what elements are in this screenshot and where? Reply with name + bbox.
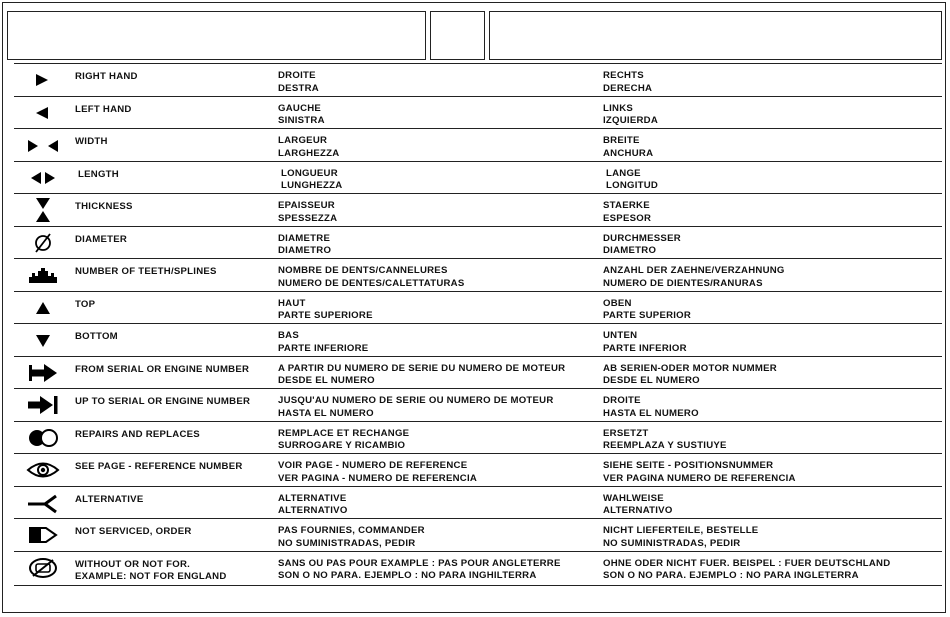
bottom-icon bbox=[26, 328, 60, 352]
italian-label: SINISTRA bbox=[278, 115, 325, 126]
legend-row-bottom bbox=[14, 324, 942, 357]
english-label: ALTERNATIVE bbox=[75, 493, 144, 505]
english-label: NUMBER OF TEETH/SPLINES bbox=[75, 266, 217, 277]
french-label: SANS OU PAS POUR EXAMPLE : PAS POUR ANGLETERRE bbox=[278, 557, 561, 569]
spanish-label: ANCHURA bbox=[603, 147, 654, 159]
not-serviced-icon bbox=[26, 523, 60, 547]
german-label: WAHLWEISE bbox=[603, 492, 664, 504]
german-label: ERSETZT bbox=[603, 427, 649, 439]
spanish-label: DERECHA bbox=[603, 82, 653, 94]
french-label: DIAMETRE bbox=[278, 232, 331, 244]
french-label: GAUCHE bbox=[278, 102, 322, 114]
legend-row-not-serviced bbox=[14, 519, 942, 552]
spanish-label: DESDE EL NUMERO bbox=[603, 375, 700, 386]
italian-label: SURROGARE Y RICAMBIO bbox=[278, 440, 406, 451]
italian-label: VER PAGINA - NUMERO DE REFERENCIA bbox=[278, 472, 478, 484]
french-label: HAUT bbox=[278, 297, 306, 309]
english-label: LENGTH bbox=[78, 168, 119, 180]
french-label: DROITE bbox=[278, 70, 316, 81]
header-box-middle bbox=[430, 11, 485, 60]
french-label: VOIR PAGE - NUMERO DE REFERENCE bbox=[278, 460, 468, 471]
alternative-icon bbox=[26, 491, 60, 515]
spanish-label: REEMPLAZA Y SUSTIUYE bbox=[603, 440, 727, 451]
german-label: BREITE bbox=[603, 135, 640, 146]
header-box-right bbox=[489, 11, 942, 60]
spanish-label: NUMERO DE DIENTES/RANURAS bbox=[603, 277, 763, 289]
legend-row-left-hand bbox=[14, 97, 942, 130]
french-label: EPAISSEUR bbox=[278, 200, 335, 211]
english-label: DIAMETER bbox=[75, 233, 128, 245]
italian-label: SPESSEZZA bbox=[278, 212, 338, 224]
english-label: FROM SERIAL OR ENGINE NUMBER bbox=[75, 363, 250, 375]
up-to-serial-icon bbox=[26, 393, 60, 417]
german-label: NICHT LIEFERTEILE, BESTELLE bbox=[603, 525, 759, 536]
german-label: DROITE bbox=[603, 395, 641, 406]
english-label: THICKNESS bbox=[75, 201, 133, 212]
repairs-replaces-icon bbox=[26, 426, 60, 450]
german-label: LANGE bbox=[606, 167, 641, 179]
english-label: WITHOUT OR NOT FOR. bbox=[75, 558, 191, 570]
from-serial-icon bbox=[26, 361, 60, 385]
spanish-label: IZQUIERDA bbox=[603, 115, 659, 126]
legend-row-alternative bbox=[14, 487, 942, 520]
see-page-icon bbox=[26, 458, 60, 482]
italian-label: PARTE INFERIORE bbox=[278, 342, 369, 354]
left-hand-icon bbox=[26, 101, 60, 125]
german-label: UNTEN bbox=[603, 330, 638, 341]
italian-label: NUMERO DE DENTES/CALETTATURAS bbox=[278, 277, 465, 289]
english-label: TOP bbox=[75, 298, 96, 310]
without-not-for-icon bbox=[26, 556, 60, 580]
french-label: BAS bbox=[278, 330, 300, 341]
english-label: SEE PAGE - REFERENCE NUMBER bbox=[75, 461, 243, 472]
english-label: LEFT HAND bbox=[75, 103, 132, 115]
french-label: REMPLACE ET RECHANGE bbox=[278, 427, 410, 439]
spanish-label: LONGITUD bbox=[606, 180, 659, 191]
legend-row-diameter bbox=[14, 227, 942, 260]
german-label: RECHTS bbox=[603, 70, 644, 81]
english-label: REPAIRS AND REPLACES bbox=[75, 428, 200, 440]
english-label: BOTTOM bbox=[75, 331, 118, 342]
french-label: PAS FOURNIES, COMMANDER bbox=[278, 525, 425, 536]
spanish-label: NO SUMINISTRADAS, PEDIR bbox=[603, 537, 741, 549]
spanish-label: SON O NO PARA. EJEMPLO : NO PARA INGLETERRA bbox=[603, 570, 859, 581]
width-icon bbox=[26, 133, 60, 157]
french-label: LONGUEUR bbox=[281, 167, 338, 179]
german-label: LINKS bbox=[603, 102, 634, 114]
italian-label: DESTRA bbox=[278, 82, 319, 94]
english-label: WIDTH bbox=[75, 136, 108, 147]
teeth-splines-icon bbox=[26, 263, 60, 287]
french-label: A PARTIR DU NUMERO DE SERIE DU NUMERO DE MOTEUR bbox=[278, 362, 566, 374]
german-label: DURCHMESSER bbox=[603, 232, 681, 244]
spanish-label: DIAMETRO bbox=[603, 245, 657, 256]
legend-row-from-serial bbox=[14, 357, 942, 390]
diameter-icon bbox=[26, 231, 60, 255]
italian-label: NO SUMINISTRADAS, PEDIR bbox=[278, 537, 416, 549]
legend-row-without-not-for bbox=[14, 552, 942, 586]
spanish-label: PARTE INFERIOR bbox=[603, 342, 687, 354]
legend-row-width bbox=[14, 129, 942, 162]
french-label: JUSQU'AU NUMERO DE SERIE OU NUMERO DE MOTEUR bbox=[278, 395, 554, 406]
english-label: NOT SERVICED, ORDER bbox=[75, 526, 192, 537]
spanish-label: HASTA EL NUMERO bbox=[603, 407, 699, 419]
legend-row-top bbox=[14, 292, 942, 325]
french-label: LARGEUR bbox=[278, 135, 328, 146]
english-example-label: EXAMPLE: NOT FOR ENGLAND bbox=[75, 571, 227, 582]
spanish-label: ESPESOR bbox=[603, 212, 652, 224]
legend-row-repairs-replaces bbox=[14, 422, 942, 455]
thickness-icon bbox=[26, 198, 60, 222]
german-label: OHNE ODER NICHT FUER. BEISPEL : FUER DEUTSCHLAND bbox=[603, 557, 891, 569]
spanish-label: PARTE SUPERIOR bbox=[603, 310, 692, 321]
german-label: STAERKE bbox=[603, 200, 650, 211]
english-label: UP TO SERIAL OR ENGINE NUMBER bbox=[75, 396, 251, 407]
german-label: ANZAHL DER ZAEHNE/VERZAHNUNG bbox=[603, 265, 785, 276]
french-label: ALTERNATIVE bbox=[278, 492, 347, 504]
german-label: SIEHE SEITE - POSITIONSNUMMER bbox=[603, 460, 774, 471]
spanish-label: ALTERNATIVO bbox=[603, 505, 673, 516]
legend-row-teeth-splines bbox=[14, 259, 942, 292]
right-hand-icon bbox=[26, 68, 60, 92]
italian-label: DIAMETRO bbox=[278, 245, 332, 256]
italian-label: LARGHEZZA bbox=[278, 147, 340, 159]
legend-row-thickness bbox=[14, 194, 942, 227]
legend-row-see-page bbox=[14, 454, 942, 487]
italian-label: PARTE SUPERIORE bbox=[278, 310, 373, 321]
french-label: NOMBRE DE DENTS/CANNELURES bbox=[278, 265, 448, 276]
legend-row-right-hand bbox=[14, 64, 942, 97]
italian-label: HASTA EL NUMERO bbox=[278, 407, 374, 419]
symbol-legend-table bbox=[14, 64, 942, 586]
italian-label: SON O NO PARA. EJEMPLO : NO PARA INGHILTERRA bbox=[278, 570, 537, 581]
header-box-left bbox=[7, 11, 426, 60]
english-label: RIGHT HAND bbox=[75, 71, 138, 82]
top-icon bbox=[26, 296, 60, 320]
length-icon bbox=[26, 166, 60, 190]
italian-label: DESDE EL NUMERO bbox=[278, 375, 375, 386]
italian-label: ALTERNATIVO bbox=[278, 505, 348, 516]
spanish-label: VER PAGINA NUMERO DE REFERENCIA bbox=[603, 472, 796, 484]
legend-row-up-to-serial bbox=[14, 389, 942, 422]
german-label: AB SERIEN-ODER MOTOR NUMMER bbox=[603, 362, 777, 374]
legend-row-length bbox=[14, 162, 942, 195]
italian-label: LUNGHEZZA bbox=[281, 180, 343, 191]
german-label: OBEN bbox=[603, 297, 632, 309]
